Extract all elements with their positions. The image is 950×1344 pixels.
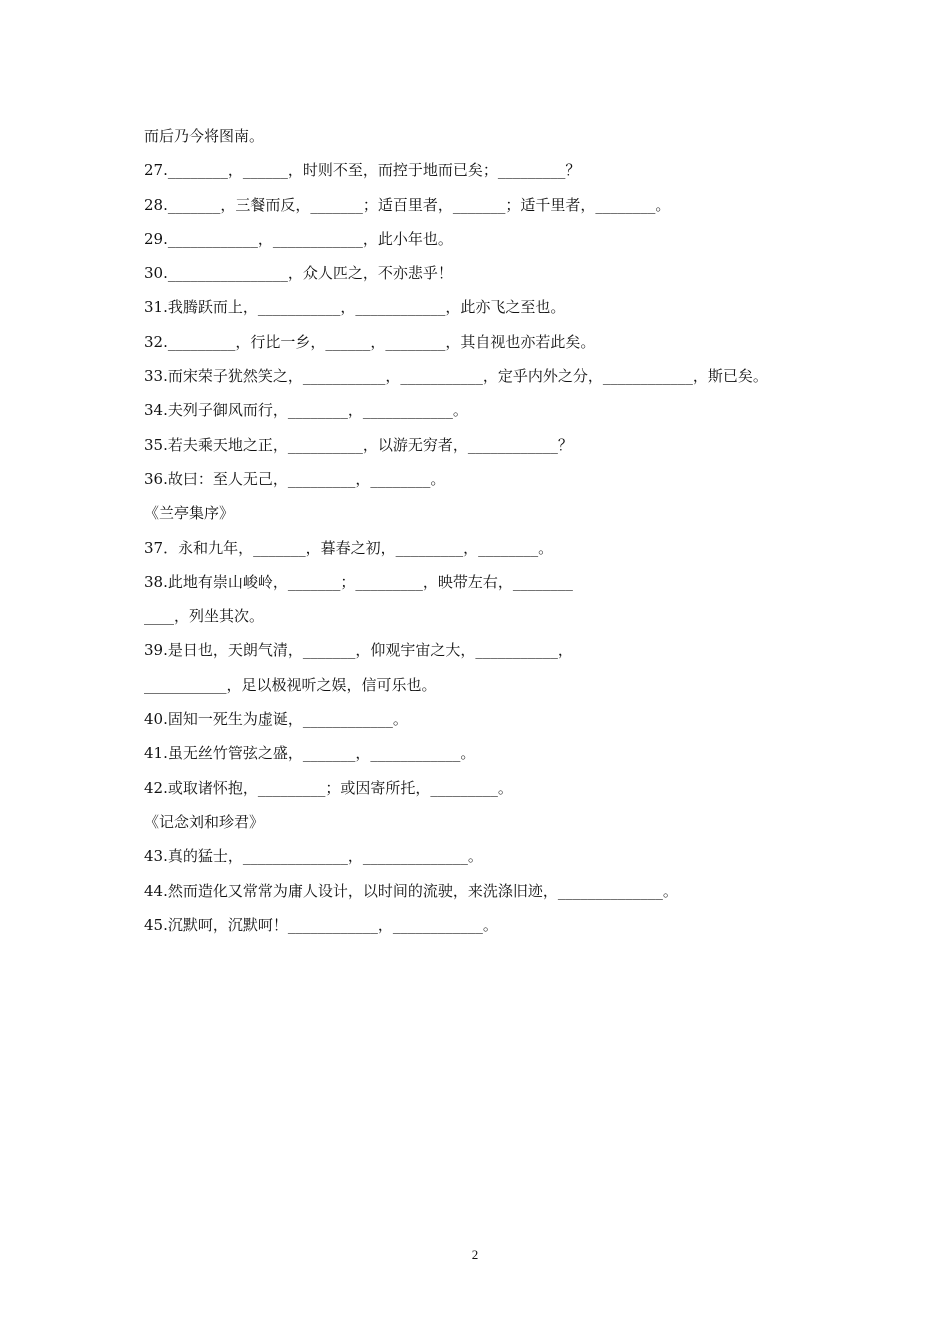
question-35: 35.若夫乘天地之正，__________，以游无穷者，____________？ — [144, 435, 573, 454]
section-heading: 《记念刘和珍君》 — [144, 812, 265, 831]
question-33: 33.而宋荣子犹然笑之，___________，___________，定乎内外之分，____________，斯已矣。 — [144, 367, 768, 386]
question-32: 32._________，行比一乡，______，________，其自视也亦若此矣。 — [144, 332, 596, 351]
question-38: 38.此地有崇山峻岭，_______；_________，映带左右，________ — [144, 572, 573, 591]
question-41: 41.虽无丝竹管弦之盛，_______，____________。 — [144, 744, 476, 763]
question-28: 28._______，三餐而反，_______；适百里者，_______；适千里者，________。 — [144, 195, 671, 214]
question-39: 39.是日也，天朗气清，_______，仰观宇宙之大，___________， — [144, 641, 573, 660]
text-line: 而后乃今将图南。 — [144, 127, 265, 145]
question-31: 31.我腾跃而上，___________，____________，此亦飞之至也。 — [144, 298, 566, 317]
question-38-continued: ____，列坐其次。 — [144, 607, 265, 626]
question-39-continued: ___________，足以极视听之娱，信可乐也。 — [144, 675, 437, 694]
page-number: 2 — [471, 1247, 479, 1262]
question-36: 36.故曰：至人无己，_________，________。 — [144, 469, 446, 488]
question-34: 34.夫列子御风而行，________，____________。 — [144, 401, 468, 420]
question-45: 45.沉默呵，沉默呵！____________，____________。 — [144, 915, 498, 934]
question-40: 40.固知一死生为虚诞，____________。 — [144, 710, 408, 729]
question-44: 44.然而造化又常常为庸人设计，以时间的流驶，来洗涤旧迹，______________。 — [144, 881, 678, 900]
question-27: 27.________，______，时则不至，而控于地而已矣；_________？ — [144, 161, 581, 180]
question-30: 30.________________，众人匹之，不亦悲乎！ — [144, 264, 453, 283]
worksheet-body — [144, 124, 844, 947]
question-37: 37．永和九年，_______，暮春之初，_________，________。 — [144, 538, 554, 557]
question-43: 43.真的猛士，______________，______________。 — [144, 847, 483, 866]
question-42: 42.或取诸怀抱，_________；或因寄所托，_________。 — [144, 778, 513, 797]
section-heading: 《兰亭集序》 — [144, 504, 235, 523]
question-29: 29.____________，____________，此小年也。 — [144, 229, 453, 248]
